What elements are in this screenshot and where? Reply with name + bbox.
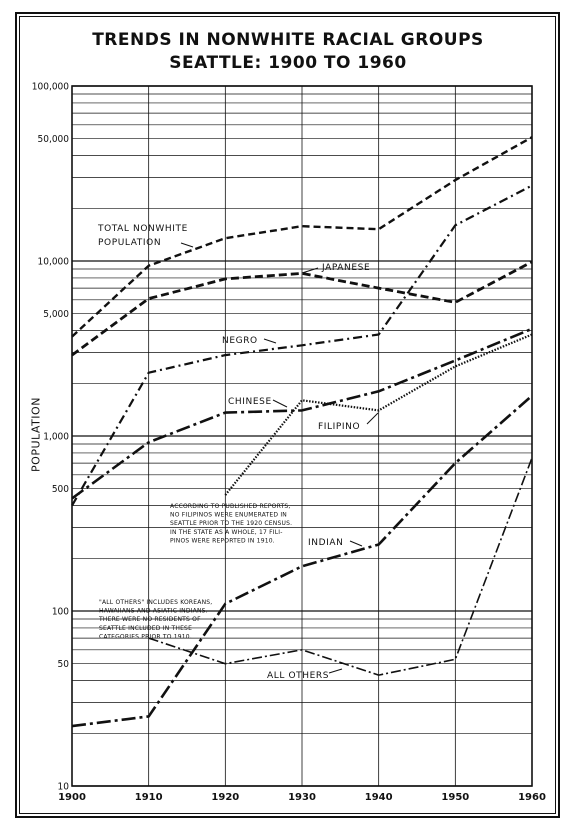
annotation-label: HAWAIIANS AND ASIATIC INDIANS. bbox=[99, 607, 208, 615]
y-tick-label: 5,000 bbox=[43, 309, 69, 321]
grid bbox=[72, 86, 532, 786]
annotation-label: THERE WERE NO RESIDENTS OF bbox=[99, 616, 201, 624]
annotation-label: CATEGORIES PRIOR TO 1910. bbox=[99, 633, 192, 641]
x-tick-label: 1930 bbox=[288, 792, 316, 803]
leader-line bbox=[350, 541, 362, 546]
annotation-label: FILIPINO bbox=[318, 422, 361, 432]
annotation-label: SEATTLE PRIOR TO THE 1920 CENSUS. bbox=[170, 520, 293, 528]
annotation-label: CHINESE bbox=[228, 397, 272, 407]
y-tick-label: 100 bbox=[51, 606, 69, 618]
x-tick-label: 1940 bbox=[364, 792, 393, 803]
annotation-label: IN THE STATE AS A WHOLE, 17 FILI- bbox=[170, 528, 283, 536]
y-tick-label: 1,000 bbox=[43, 431, 69, 443]
annotation-label: NEGRO bbox=[222, 336, 258, 346]
annotations bbox=[97, 224, 378, 681]
annotation-label: POPULATION bbox=[98, 238, 162, 248]
y-tick-label: 10 bbox=[57, 781, 69, 793]
leader-line bbox=[181, 243, 193, 247]
leader-line bbox=[329, 669, 342, 673]
leader-line bbox=[367, 413, 378, 424]
annotation-label: ALL OTHERS bbox=[267, 671, 330, 681]
y-axis-label: POPULATION bbox=[29, 397, 43, 472]
annotation-label: NO FILIPINOS WERE ENUMERATED IN bbox=[170, 511, 288, 519]
annotation-label: TOTAL NONWHITE bbox=[98, 224, 188, 234]
y-tick-label: 10,000 bbox=[37, 256, 69, 268]
leader-line bbox=[273, 400, 287, 407]
leader-line bbox=[264, 339, 276, 343]
tick-labels bbox=[29, 81, 546, 804]
annotation-label: ACCORDING TO PUBLISHED REPORTS, bbox=[170, 503, 291, 510]
x-tick-label: 1900 bbox=[58, 792, 86, 803]
x-tick-label: 1910 bbox=[134, 792, 163, 803]
y-tick-label: 50,000 bbox=[37, 134, 69, 146]
y-tick-label: 50 bbox=[57, 659, 69, 671]
x-tick-label: 1960 bbox=[518, 792, 546, 803]
annotation-label: JAPANESE bbox=[322, 263, 371, 273]
y-tick-label: 500 bbox=[51, 484, 69, 496]
annotation-label: INDIAN bbox=[308, 538, 344, 548]
y-tick-label: 100,000 bbox=[31, 81, 69, 93]
x-tick-label: 1920 bbox=[211, 792, 240, 803]
x-tick-label: 1950 bbox=[441, 792, 470, 803]
chart-title: TRENDS IN NONWHITE RACIAL GROUPS bbox=[92, 30, 484, 50]
annotation-label: "ALL OTHERS" INCLUDES KOREANS, bbox=[99, 599, 213, 606]
annotation-label: PINOS WERE REPORTED IN 1910. bbox=[170, 537, 275, 545]
chart-subtitle: SEATTLE: 1900 TO 1960 bbox=[169, 53, 407, 73]
annotation-label: SEATTLE INCLUDED IN THESE bbox=[99, 624, 193, 632]
series-line bbox=[149, 458, 532, 675]
